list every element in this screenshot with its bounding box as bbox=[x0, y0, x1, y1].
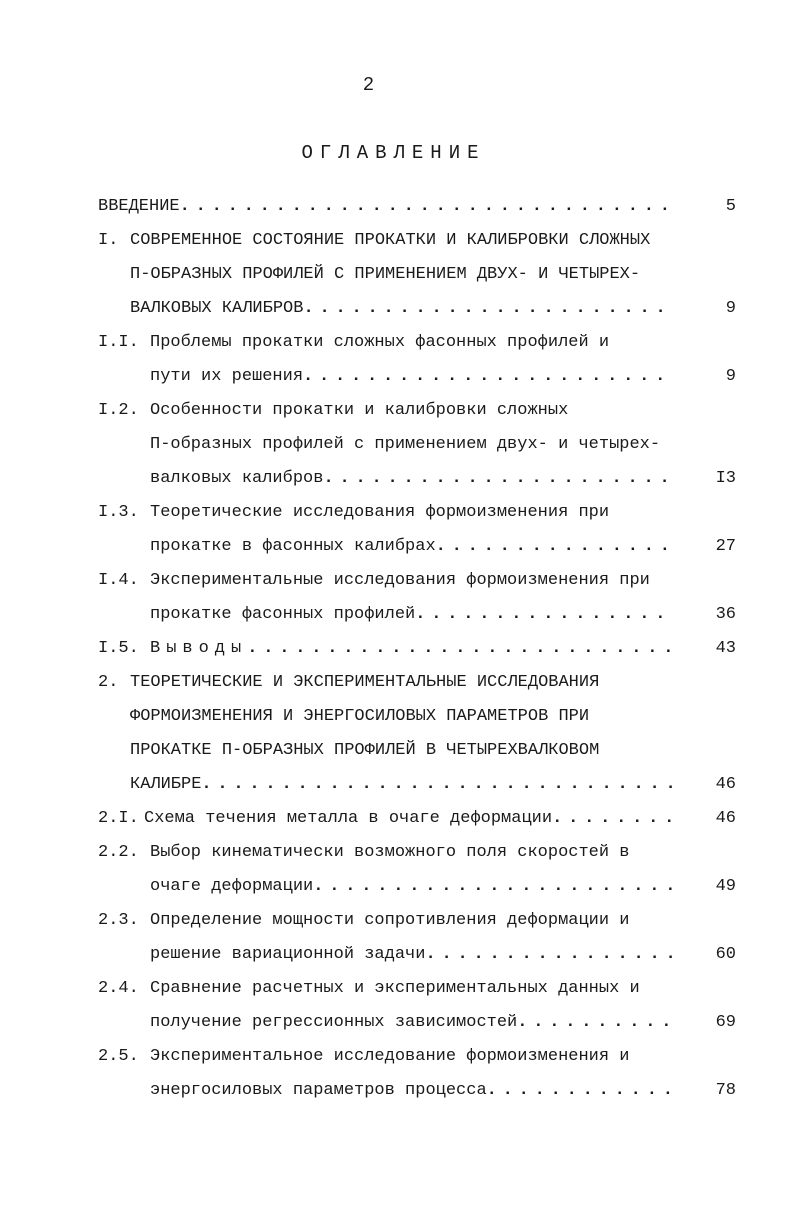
toc-entry-line bbox=[98, 906, 629, 936]
toc-entry-line bbox=[98, 974, 640, 1004]
toc-entry-line bbox=[150, 600, 672, 630]
section-title: ВВЕДЕНИЕ bbox=[98, 197, 180, 216]
section-number: I.I. bbox=[98, 333, 139, 352]
section-title: решение вариационной задачи bbox=[150, 945, 426, 964]
toc-entry-line bbox=[98, 328, 609, 358]
toc-entry-line bbox=[98, 1042, 629, 1072]
section-number: I. bbox=[98, 231, 119, 250]
page-ref: 43 bbox=[715, 639, 736, 658]
section-title: Особенности прокатки и калибровки сложных bbox=[150, 401, 569, 420]
toc-entry-line bbox=[150, 940, 672, 970]
toc-entry-line bbox=[98, 226, 650, 256]
page-ref: 9 bbox=[725, 367, 736, 386]
toc-entry-line bbox=[150, 362, 672, 392]
section-title: прокатке в фасонных калибрах bbox=[150, 537, 436, 556]
toc-entry-line bbox=[98, 566, 650, 596]
section-number: I.3. bbox=[98, 503, 139, 522]
section-title: очаге деформации bbox=[150, 877, 314, 896]
page-ref: 49 bbox=[715, 877, 736, 896]
section-title: пути их решения bbox=[150, 367, 304, 386]
page-ref: 9 bbox=[725, 299, 736, 318]
section-title: Выбор кинематически возможного поля скоростей в bbox=[150, 843, 630, 862]
section-number: I.2. bbox=[98, 401, 139, 420]
section-number: 2.I. bbox=[98, 809, 139, 828]
toc-entry-line bbox=[98, 396, 568, 426]
toc-entry-line bbox=[150, 872, 672, 902]
toc-entry-line bbox=[130, 770, 672, 800]
page-ref: 78 bbox=[715, 1081, 736, 1100]
section-title: Экспериментальные исследования формоизменения при bbox=[150, 571, 650, 590]
page-title: ОГЛАВЛЕНИЕ bbox=[301, 142, 486, 164]
section-title: КАЛИБРЕ bbox=[130, 775, 202, 794]
toc-entry-line bbox=[130, 260, 640, 290]
page-ref: 60 bbox=[715, 945, 736, 964]
toc-entry-line bbox=[150, 464, 672, 494]
section-title: Проблемы прокатки сложных фасонных профилей и bbox=[150, 333, 610, 352]
page-ref: 27 bbox=[715, 537, 736, 556]
section-title: Определение мощности сопротивления деформации и bbox=[150, 911, 630, 930]
section-number: 2.3. bbox=[98, 911, 139, 930]
page-number: 2 bbox=[362, 74, 375, 96]
toc-entry-line bbox=[98, 838, 629, 868]
section-title: П-образных профилей с применением двух- и четырех- bbox=[150, 435, 661, 454]
toc-entry-line bbox=[98, 804, 672, 834]
section-number: 2.4. bbox=[98, 979, 139, 998]
toc-entry-line bbox=[150, 430, 660, 460]
section-title: Выводы bbox=[150, 639, 248, 658]
toc-entry-line bbox=[98, 498, 609, 528]
section-title: П-ОБРАЗНЫХ ПРОФИЛЕЙ С ПРИМЕНЕНИЕМ ДВУХ- И ЧЕТЫРЕХ- bbox=[130, 265, 641, 284]
section-title: валковых калибров bbox=[150, 469, 324, 488]
page-ref: 69 bbox=[715, 1013, 736, 1032]
toc-entry-line bbox=[130, 736, 599, 766]
section-number: 2.5. bbox=[98, 1047, 139, 1066]
section-title: Сравнение расчетных и экспериментальных данных и bbox=[150, 979, 640, 998]
section-title: Теоретические исследования формоизменения при bbox=[150, 503, 610, 522]
toc-entry-line bbox=[98, 192, 672, 222]
section-title: Экспериментальное исследование формоизменения и bbox=[150, 1047, 630, 1066]
section-number: I.5. bbox=[98, 639, 139, 658]
page-ref: 5 bbox=[725, 197, 736, 216]
section-title: СОВРЕМЕННОЕ СОСТОЯНИЕ ПРОКАТКИ И КАЛИБРОВКИ СЛОЖНЫХ bbox=[130, 231, 651, 250]
section-title: получение регрессионных зависимостей bbox=[150, 1013, 518, 1032]
toc-entry-line bbox=[150, 1076, 672, 1106]
page-ref: 46 bbox=[715, 775, 736, 794]
toc-entry-line bbox=[98, 668, 599, 698]
toc-entry-line bbox=[130, 702, 589, 732]
toc-entry-line bbox=[130, 294, 672, 324]
page-ref: 46 bbox=[715, 809, 736, 828]
section-number: 2. bbox=[98, 673, 119, 692]
section-title: ВАЛКОВЫХ КАЛИБРОВ bbox=[130, 299, 304, 318]
section-title: ФОРМОИЗМЕНЕНИЯ И ЭНЕРГОСИЛОВЫХ ПАРАМЕТРОВ ПРИ bbox=[130, 707, 590, 726]
toc-entry-line bbox=[150, 532, 672, 562]
section-title: Схема течения металла в очаге деформации bbox=[144, 809, 553, 828]
toc-entry-line bbox=[98, 634, 672, 664]
section-title: ТЕОРЕТИЧЕСКИЕ И ЭКСПЕРИМЕНТАЛЬНЫЕ ИССЛЕДОВАНИЯ bbox=[130, 673, 600, 692]
section-title: прокатке фасонных профилей bbox=[150, 605, 416, 624]
section-title: энергосиловых параметров процесса bbox=[150, 1081, 487, 1100]
section-number: 2.2. bbox=[98, 843, 139, 862]
page-ref: 36 bbox=[715, 605, 736, 624]
page-ref: I3 bbox=[715, 469, 736, 488]
toc-entry-line bbox=[150, 1008, 672, 1038]
section-number: I.4. bbox=[98, 571, 139, 590]
section-title: ПРОКАТКЕ П-ОБРАЗНЫХ ПРОФИЛЕЙ В ЧЕТЫРЕХВАЛКОВОМ bbox=[130, 741, 600, 760]
